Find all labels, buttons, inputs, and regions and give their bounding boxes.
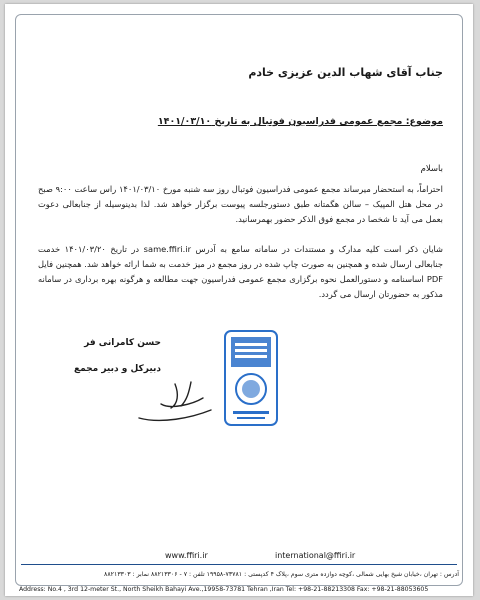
signatory-name: حسن کامرانی فر <box>84 338 161 348</box>
body-paragraph-2: شایان ذکر است کلیه مدارک و مستندات در سامانه سامع به آدرس same.ffiri.ir در تاریخ ۱۴۰۱/۰۳/۲۰ خدمت جنابعالی ارسال شده و همچنین به صورت چاپ شده در روز مجمع در میز خدمت به شما ارائه خواهد شد. همچنین فایل PDF اساسنامه و دستورالعمل نحوه برگزاری مجمع عمومی فدراسیون جهت مطالعه و هرگونه بهره برداری در سامانه مذکور به حضورتان ارسال می گردد. <box>38 244 444 299</box>
recipient-line: جناب آقای شهاب الدین عزیزی خادم <box>248 66 443 79</box>
handwritten-signature <box>131 374 221 424</box>
footer-rule <box>21 564 457 565</box>
footer-address-en: Address: No.4 , 3rd 12-meter St., North Sheikh Bahayi Ave.,19958-73781 Tehran ,Iran Tel: +98-21-88213308 Fax: +98-21-88053605 <box>19 586 429 593</box>
federation-seal <box>223 329 279 427</box>
footer-email: international@ffiri.ir <box>275 551 356 560</box>
footer-address-fa: آدرس : تهران ،خیابان شیخ بهایی شمالی ،کوچه دوازده متری سوم ،پلاک ۴ کدپستی : ۷۳۷۸۱-۱۹۹۵۸ تلفن : ۷ - ۸۸۲۱۳۳۰۶ نمابر : ۸۸۲۱۳۳۰۳ <box>104 571 459 578</box>
salutation: باسلام <box>420 164 443 174</box>
letter-page <box>5 4 473 596</box>
footer-website: www.ffiri.ir <box>165 551 208 560</box>
body-paragraph-1: احتراماً، به استحضار میرساند مجمع عمومی فدراسیون فوتبال روز سه شنبه مورخ ۱۴۰۱/۰۳/۱۰ راس ساعت ۹:۰۰ صبح در محل هتل المپیک – سالن هگمتانه طبق دستورجلسه پیوست برگزار خواهد شد. لذا بدینوسیله از جنابعالی دعوت بعمل می آید تا شخصا در مجمع فوق الذکر حضور بهمرسانید. <box>38 184 443 224</box>
signatory-title: دبیرکل و دبیر مجمع <box>73 364 161 374</box>
subject-line: موضوع: مجمع عمومی فدراسیون فوتبال به تاریخ ۱۴۰۱/۰۳/۱۰ <box>157 116 443 127</box>
